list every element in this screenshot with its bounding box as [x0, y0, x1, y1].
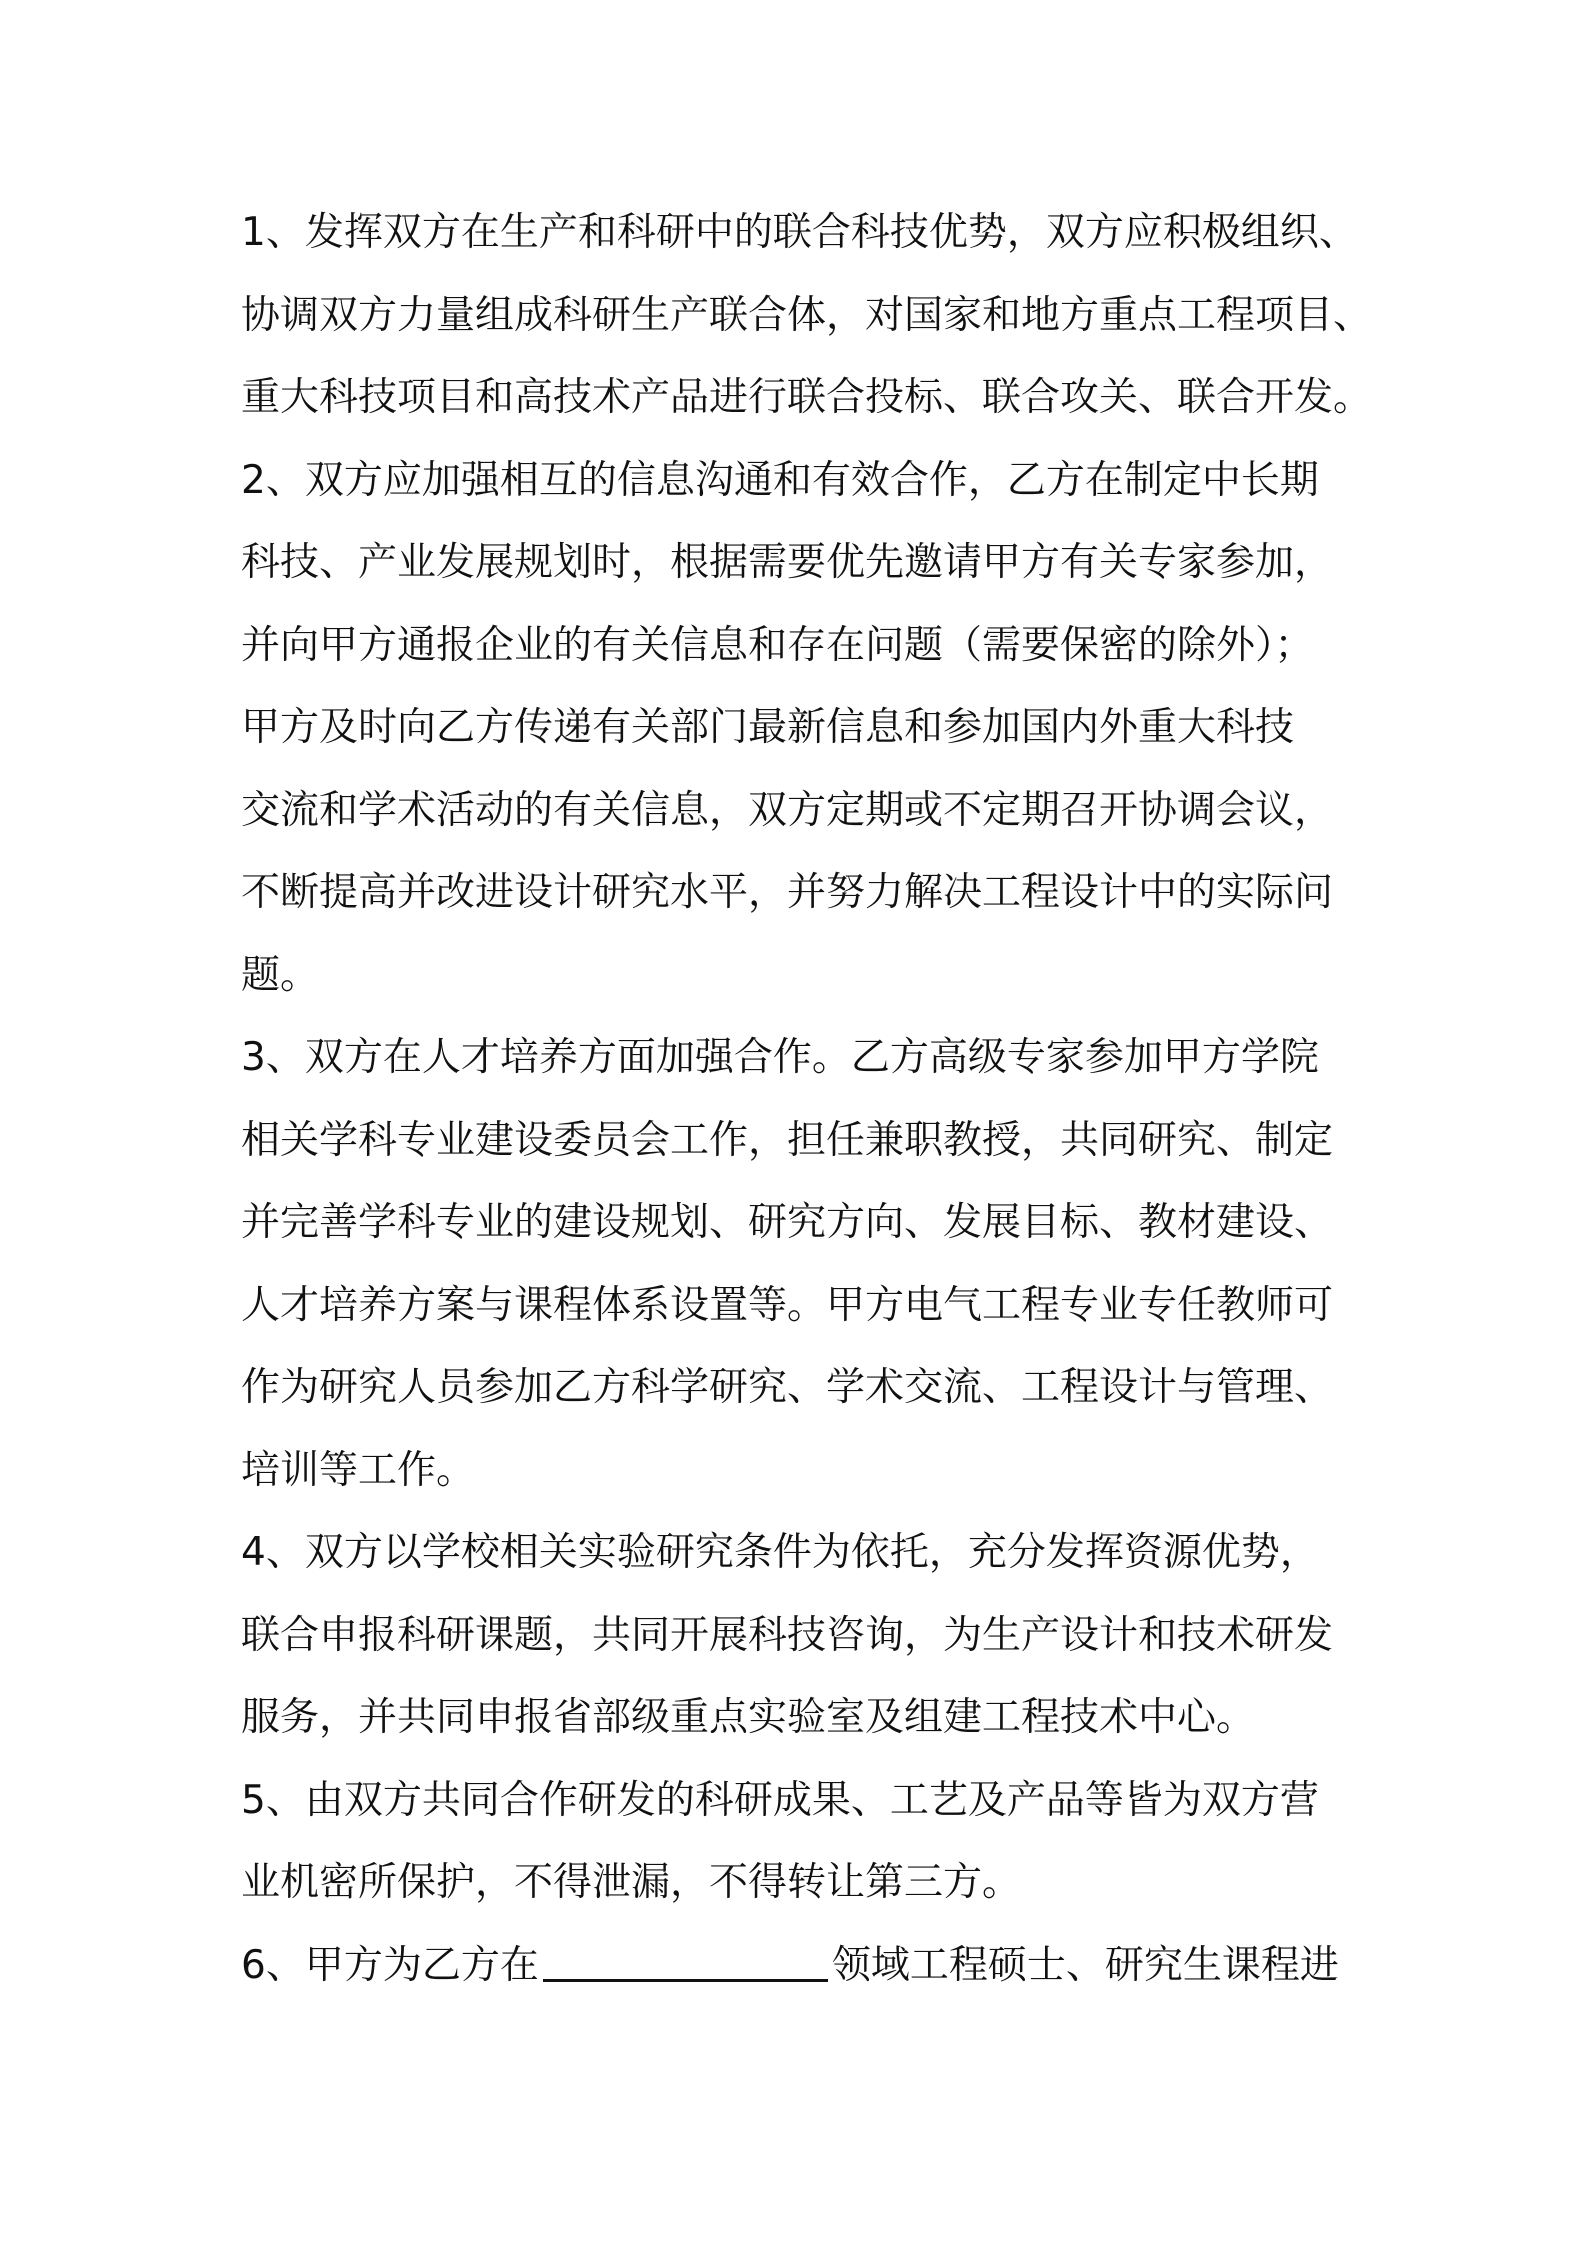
text-line: 科技、产业发展规划时，根据需要优先邀请甲方有关专家参加， — [241, 540, 1334, 585]
text-line: 不断提高并改进设计研究水平，并努力解决工程设计中的实际问 — [241, 870, 1334, 915]
text-line: 相关学科专业建设委员会工作，担任兼职教授，共同研究、制定 — [241, 1117, 1334, 1163]
text-line: 联合申报科研课题，共同开展科技咨询，为生产设计和技术研发 — [241, 1612, 1334, 1658]
line-text-before-blank: 6、甲方为乙方在 — [241, 1942, 539, 1988]
text-line: 4、双方以学校相关实验研究条件为依托，充分发挥资源优势， — [241, 1530, 1319, 1575]
text-line: 重大科技项目和高技术产品进行联合投标、联合攻关、联合开发。 — [241, 375, 1373, 420]
text-line: 协调双方力量组成科研生产联合体，对国家和地方重点工程项目、 — [241, 292, 1373, 338]
text-line: 3、双方在人才培养方面加强合作。乙方高级专家参加甲方学院 — [241, 1035, 1319, 1080]
text-line: 作为研究人员参加乙方科学研究、学术交流、工程设计与管理、 — [241, 1365, 1334, 1410]
fill-in-blank — [543, 1943, 828, 1982]
text-line: 1、发挥双方在生产和科研中的联合科技优势，双方应积极组织、 — [241, 210, 1358, 255]
text-line: 服务，并共同申报省部级重点实验室及组建工程技术中心。 — [241, 1695, 1256, 1740]
text-line: 培训等工作。 — [241, 1447, 476, 1493]
text-line: 5、由双方共同合作研发的科研成果、工艺及产品等皆为双方营 — [241, 1777, 1319, 1823]
text-line: 交流和学术活动的有关信息，双方定期或不定期召开协调会议， — [241, 787, 1334, 833]
text-line: 并完善学科专业的建设规划、研究方向、发展目标、教材建设、 — [241, 1200, 1334, 1245]
text-line-with-blank — [241, 1925, 1371, 2008]
text-line: 题。 — [241, 952, 320, 998]
text-line: 2、双方应加强相互的信息沟通和有效合作，乙方在制定中长期 — [241, 457, 1319, 503]
text-line: 业机密所保护，不得泄漏，不得转让第三方。 — [241, 1860, 1022, 1905]
text-line: 甲方及时向乙方传递有关部门最新信息和参加国内外重大科技 — [241, 705, 1295, 750]
document-body — [241, 192, 1371, 2007]
line-text-after-blank: 领域工程硕士、研究生课程进 — [831, 1942, 1339, 1988]
text-line: 人才培养方案与课程体系设置等。甲方电气工程专业专任教师可 — [241, 1282, 1334, 1328]
text-line: 并向甲方通报企业的有关信息和存在问题（需要保密的除外）； — [241, 622, 1314, 668]
